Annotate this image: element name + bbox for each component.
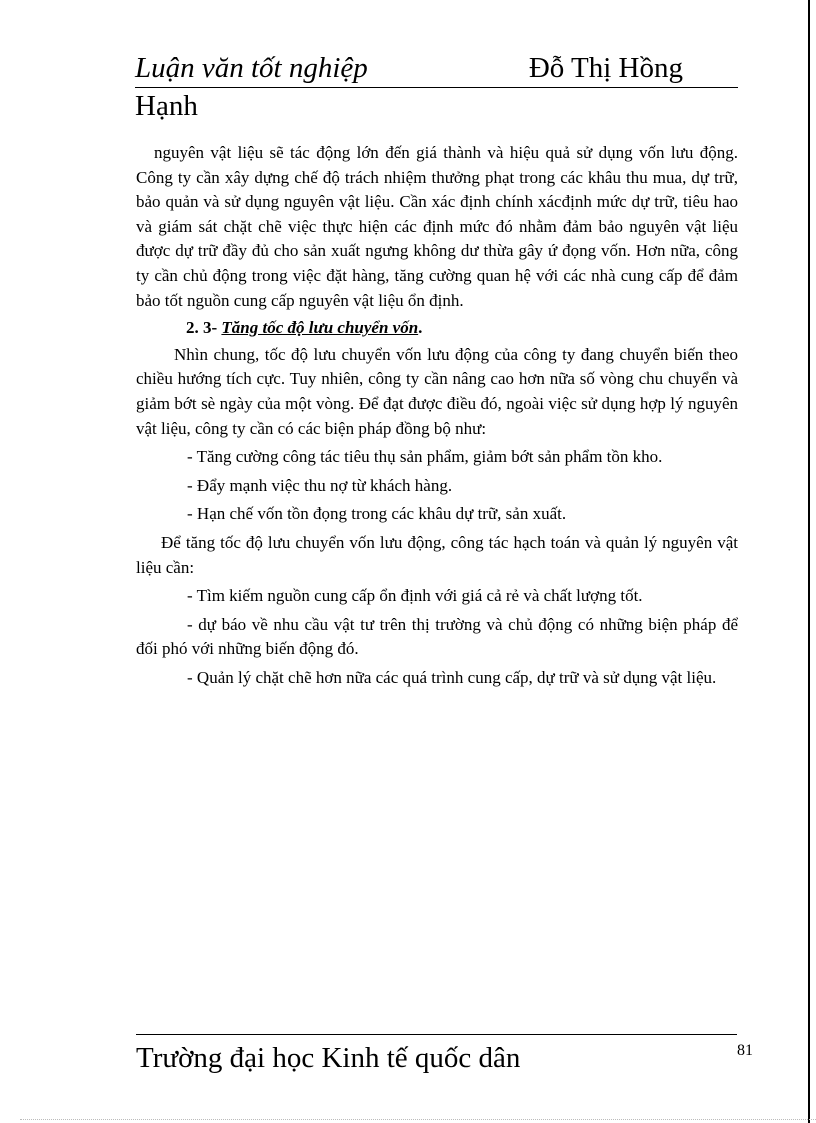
list-item: - Hạn chế vốn tồn đọng trong các khâu dự trữ, sản xuất. bbox=[187, 504, 567, 524]
list-item: - Quản lý chặt chẽ hơn nữa các quá trình cung cấp, dự trữ và sử dụng vật liệu. bbox=[187, 667, 717, 687]
paragraph-accounting: Để tăng tốc độ lưu chuyển vốn lưu động, công tác hạch toán và quản lý nguyên vật liệu cần: bbox=[136, 532, 738, 577]
footer-rule bbox=[136, 1034, 737, 1035]
section-number: 2. 3- bbox=[186, 318, 222, 338]
header-author: Đỗ Thị Hồng bbox=[528, 52, 683, 84]
header-author-continued: Hạnh bbox=[135, 90, 198, 122]
page-bottom-border bbox=[20, 1119, 816, 1120]
list-item: - Tăng cường công tác tiêu thụ sản phẩm, giảm bớt sản phẩm tồn kho. bbox=[187, 447, 663, 467]
section-heading bbox=[136, 316, 738, 341]
section-title: Tăng tốc độ lưu chuyển vốn bbox=[221, 318, 419, 338]
section-end: . bbox=[418, 318, 423, 338]
list-item: - Tìm kiếm nguồn cung cấp ổn định với giá cả rẻ và chất lượng tốt. bbox=[187, 586, 643, 606]
page-edge-rule bbox=[808, 0, 810, 1123]
header-line bbox=[135, 50, 738, 88]
page-number: 81 bbox=[737, 1042, 753, 1059]
paragraph-materials: nguyên vật liệu sẽ tác động lớn đến giá thành và hiệu quả sử dụng vốn lưu động. Công ty cần xây dựng chế độ trách nhiệm thưởng phạt trong các khâu thu mua, dự trữ, bảo quản và sử dụng nguyên vật liệu. Cần xác định chính xácđịnh mức dự trữ, tiêu hao và giám sát chặt chẽ việc thực hiện các định mức đó nhằm đảm bảo nguyên vật liệu được dự trữ đầy đủ cho sản xuất ngưng không dư thừa gây ứ đọng vốn. Hơn nữa, công ty cần chủ động trong việc đặt hàng, tăng cường quan hệ với các nhà cung cấp để đảm bảo tốt nguồn cung cấp nguyên vật liệu ổn định. bbox=[136, 143, 738, 310]
footer-institution: Trường đại học Kinh tế quốc dân bbox=[136, 1042, 521, 1074]
paragraph-turnover: Nhìn chung, tốc độ lưu chuyển vốn lưu động của công ty đang chuyển biến theo chiều hướng tích cực. Tuy nhiên, công ty cần nâng cao hơn nữa số vòng chu chuyển và giảm bớt sè ngày của một vòng. Để đạt được điều đó, ngoài việc sử dụng hợp lý nguyên vật liệu, công ty cần có các biện pháp đồng bộ như: bbox=[136, 344, 738, 438]
header-title: Luận văn tốt nghiệp bbox=[135, 52, 368, 84]
page-header bbox=[135, 50, 738, 125]
list-item: - dự báo về nhu cầu vật tư trên thị trường và chủ động có những biện pháp để đối phó với những biến động đó. bbox=[136, 614, 738, 659]
document-body bbox=[136, 141, 738, 690]
list-item: - Đẩy mạnh việc thu nợ từ khách hàng. bbox=[187, 475, 453, 495]
